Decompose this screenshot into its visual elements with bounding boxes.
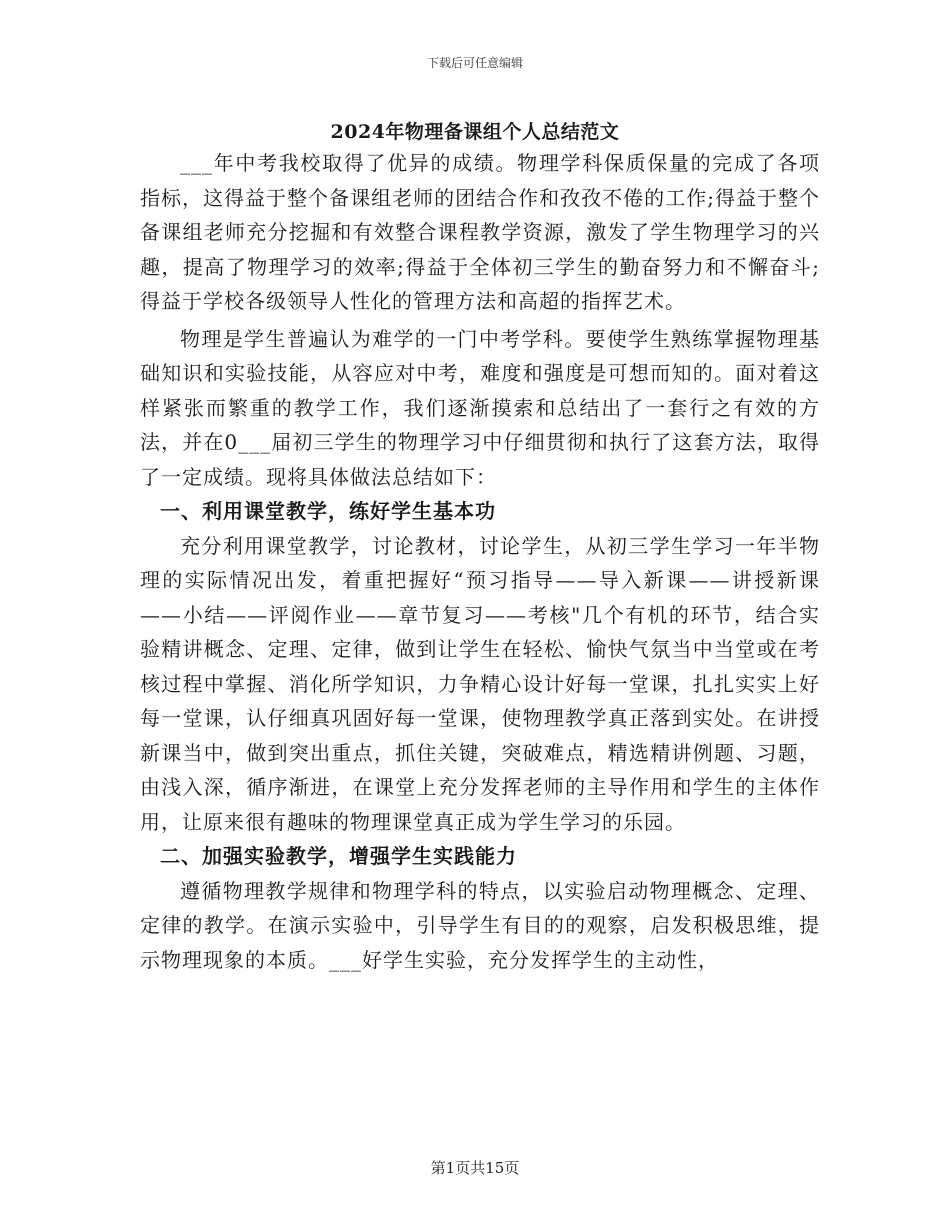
- section-heading-1: 一、利用课堂教学，练好学生基本功: [160, 499, 496, 523]
- document-title: 2024年物理备课组个人总结范文: [330, 121, 620, 143]
- section-heading-2: 二、加强实验教学，增强学生实践能力: [160, 844, 517, 868]
- header-note: 下载后可任意编辑: [426, 56, 523, 70]
- paragraph-method: 物理是学生普遍认为难学的一门中考学科。要使学生熟练掌握物理基础知识和实验技能，从容应对中考，难度和强度是可想而知的。面对着这样紧张而繁重的教学工作，我们逐渐摸索和总结出了一套行之有效的方法，并在0___届初三学生的物理学习中仔细贯彻和执行了这套方法，取得了一定成绩。现将具体做法总结如下：: [140, 326, 820, 489]
- paragraph-intro: ___年中考我校取得了优异的成绩。物理学科保质保量的完成了各项指标，这得益于整个备课组老师的团结合作和孜孜不倦的工作;得益于整个备课组老师充分挖掘和有效整合课程教学资源，激发了学生物理学习的兴趣，提高了物理学习的效率;得益于全体初三学生的勤奋努力和不懈奋斗;得益于学校各级领导人性化的管理方法和高超的指挥艺术。: [140, 151, 820, 313]
- section-text-1: 充分利用课堂教学，讨论教材，讨论学生，从初三学生学习一年半物理的实际情况出发，着重把握好“预习指导——导入新课——讲授新课——小结——评阅作业——章节复习——考核"几个有机的环节，结合实验精讲概念、定理、定律，做到让学生在轻松、愉快气氛当中当堂或在考核过程中掌握、消化所学知识，力争精心设计好每一堂课，扎扎实实上好每一堂课，认仔细真巩固好每一堂课，使物理教学真正落到实处。在讲授新课当中，做到突出重点，抓住关键，突破难点，精选精讲例题、习题，由浅入深，循序渐进，在课堂上充分发挥老师的主导作用和学生的主体作用，让原来很有趣味的物理课堂真正成为学生学习的乐园。: [140, 533, 820, 834]
- document-body: [140, 146, 820, 977]
- section-text-2: 遵循物理教学规律和物理学科的特点，以实验启动物理概念、定理、定律的教学。在演示实验中，引导学生有目的的观察，启发积极思维，提示物理现象的本质。___好学生实验，充分发挥学生的主动性，: [140, 878, 820, 972]
- page-number: 第1页共15页: [430, 1159, 520, 1177]
